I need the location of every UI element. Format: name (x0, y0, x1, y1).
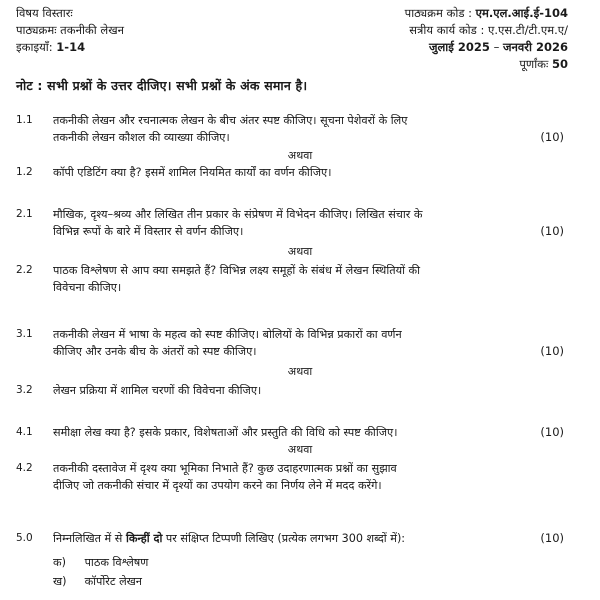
or-divider: अथवा (287, 149, 313, 162)
session-start: जुलाई 2025 (428, 40, 490, 54)
question-marks: (10) (540, 344, 564, 358)
question-line: विवेचना कीजिए। (53, 281, 122, 294)
session-end: जनवरी 2026 (502, 40, 568, 54)
session-sep: – (493, 40, 500, 54)
course-code-label: पाठ्यक्रम कोड : (404, 6, 473, 20)
question-text (53, 262, 521, 296)
session-line (405, 39, 568, 56)
question-line: कीजिए और उनके बीच के अंतरों को स्पष्ट कीजिए। (53, 345, 257, 358)
course-line: पाठ्यक्रमः तकनीकी लेखन (16, 23, 124, 37)
header-left (16, 5, 124, 56)
units-label: इकाइयाँ: (16, 40, 53, 54)
question-text (53, 460, 521, 494)
question-number: 4.1 (16, 426, 33, 438)
question-text-emphasis: किन्हीं दो (125, 532, 163, 545)
max-marks-label: पूर्णांकः (519, 57, 549, 71)
subject-line: विषय विस्तारः (16, 6, 73, 20)
option-kha (53, 574, 142, 589)
question-line: विभिन्न रूपों के बारे में विस्तार से वर्णन कीजिए। (53, 225, 244, 238)
question-number: 2.2 (16, 264, 33, 276)
question-line: लेखन प्रक्रिया में शामिल चरणों की विवेचना कीजिए। (53, 384, 262, 397)
question-marks: (10) (540, 224, 564, 238)
max-marks-line (405, 56, 568, 73)
option-ka (53, 555, 148, 570)
question-text (53, 424, 521, 441)
question-line: तकनीकी लेखन में भाषा के महत्व को स्पष्ट कीजिए। बोलियों के विभिन्न प्रकारों का वर्णन (53, 328, 402, 341)
question-line: तकनीकी लेखन कौशल की व्याख्या कीजिए। (53, 131, 230, 144)
question-marks: (10) (540, 531, 564, 545)
option-label: क) (53, 556, 66, 569)
question-number: 3.2 (16, 384, 33, 396)
question-line: तकनीकी लेखन और रचनात्मक लेखन के बीच अंतर स्पष्ट कीजिए। सूचना पेशेवरों के लिए (53, 114, 408, 127)
question-number: 4.2 (16, 462, 33, 474)
or-divider: अथवा (287, 245, 313, 258)
question-line: दीजिए जो तकनीकी संचार में दृश्यों का उपयोग करने का निर्णय लेने में मदद करेंगे। (53, 479, 382, 492)
question-line: तकनीकी दस्तावेज में दृश्य क्या भूमिका निभाते हैं? कुछ उदाहरणात्मक प्रश्नों का सुझाव (53, 462, 397, 475)
question-text (53, 530, 521, 547)
assignment-code-value: ए.एस.टी/टी.एम.ए/ (487, 23, 568, 37)
units-line (16, 39, 124, 56)
header-right (405, 5, 568, 73)
question-line: मौखिक, दृश्य–श्रव्य और लिखित तीन प्रकार के संप्रेषण में विभेदन कीजिए। लिखित संचार के (53, 208, 423, 221)
question-text-pre: निम्नलिखित में से (53, 532, 123, 545)
question-text (53, 164, 521, 181)
assignment-code-label: सत्रीय कार्य कोड : (409, 23, 485, 37)
question-text (53, 112, 521, 146)
option-text: कॉर्पोरेट लेखन (84, 575, 143, 588)
max-marks-value: 50 (551, 57, 568, 71)
or-divider: अथवा (287, 365, 313, 378)
question-marks: (10) (540, 130, 564, 144)
units-value: 1-14 (56, 40, 86, 54)
question-number: 1.1 (16, 114, 33, 126)
question-number: 3.1 (16, 328, 33, 340)
question-text (53, 382, 521, 399)
assignment-code-line (405, 22, 568, 39)
option-text: पाठक विश्लेषण (84, 556, 149, 569)
question-text (53, 206, 521, 240)
or-divider: अथवा (287, 443, 313, 456)
question-marks: (10) (540, 425, 564, 439)
question-line: समीक्षा लेख क्या है? इसके प्रकार, विशेषताओं और प्रस्तुति की विधि को स्पष्ट कीजिए। (53, 426, 398, 439)
course-code-value: एम.एल.आई.ई-104 (475, 6, 568, 20)
instructions-note: नोट : सभी प्रश्नों के उत्तर दीजिए। सभी प्रश्नों के अंक समान है। (16, 78, 308, 93)
question-number: 2.1 (16, 208, 33, 220)
option-label: ख) (53, 575, 67, 588)
question-line: पाठक विश्लेषण से आप क्या समझते हैं? विभिन्न लक्ष्य समूहों के संबंध में लेखन स्थितियों की (53, 264, 421, 277)
question-number: 5.0 (16, 532, 33, 544)
question-text-post: पर संक्षिप्त टिप्पणी लिखिए (प्रत्येक लगभग 300 शब्दों में): (165, 532, 406, 545)
question-line: कॉपी एडिटिंग क्या है? इसमें शामिल नियमित कार्यों का वर्णन कीजिए। (53, 166, 332, 179)
question-text (53, 326, 521, 360)
question-number: 1.2 (16, 166, 33, 178)
course-code-line (405, 5, 568, 22)
